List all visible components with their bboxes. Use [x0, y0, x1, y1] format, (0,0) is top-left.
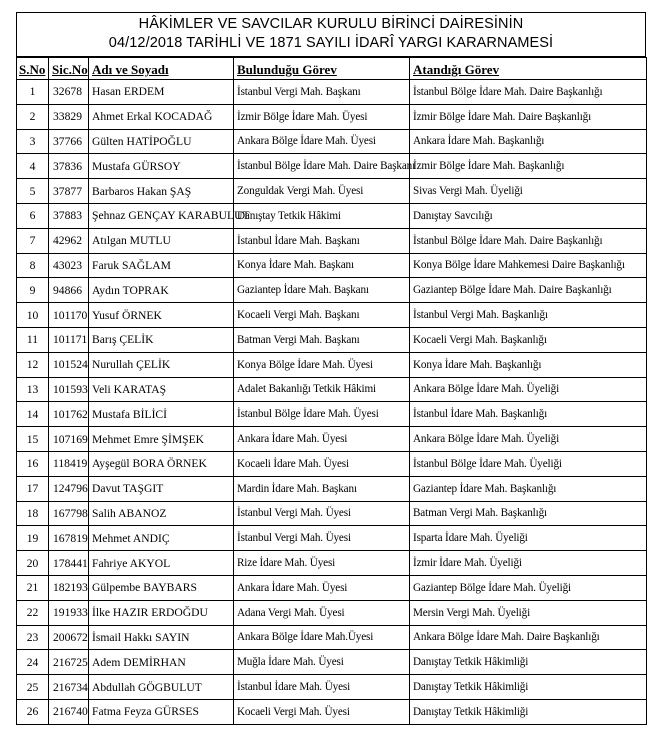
cell-sicno: 101762: [49, 402, 89, 427]
table-row: [17, 352, 647, 377]
column-header-current-post: Bulunduğu Görev: [234, 58, 410, 80]
table-row: [17, 699, 647, 724]
assignment-table: [16, 57, 647, 725]
cell-sno: 25: [17, 675, 49, 700]
cell-sno: 10: [17, 303, 49, 328]
column-header-sicno: Sic.No: [49, 58, 89, 80]
cell-name: Veli KARATAŞ: [89, 377, 234, 402]
table-row: [17, 427, 647, 452]
cell-sicno: 33829: [49, 104, 89, 129]
cell-sno: 20: [17, 551, 49, 576]
cell-current-post: İstanbul Bölge İdare Mah. Üyesi: [234, 402, 410, 427]
cell-name: İlke HAZIR ERDOĞDU: [89, 600, 234, 625]
cell-current-post: İstanbul İdare Mah. Başkanı: [234, 228, 410, 253]
cell-current-post: Zonguldak Vergi Mah. Üyesi: [234, 179, 410, 204]
cell-assigned-post: İstanbul Bölge İdare Mah. Daire Başkanlığı: [410, 80, 647, 105]
cell-assigned-post: Gaziantep İdare Mah. Başkanlığı: [410, 476, 647, 501]
cell-sno: 1: [17, 80, 49, 105]
cell-sno: 3: [17, 129, 49, 154]
table-row: [17, 80, 647, 105]
cell-sno: 11: [17, 327, 49, 352]
cell-name: Abdullah GÖGBULUT: [89, 675, 234, 700]
column-header-name: Adı ve Soyadı: [89, 58, 234, 80]
cell-current-post: İstanbul İdare Mah. Üyesi: [234, 675, 410, 700]
cell-name: Adem DEMİRHAN: [89, 650, 234, 675]
table-row: [17, 402, 647, 427]
cell-current-post: İzmir Bölge İdare Mah. Üyesi: [234, 104, 410, 129]
cell-assigned-post: İzmir Bölge İdare Mah. Başkanlığı: [410, 154, 647, 179]
cell-assigned-post: Batman Vergi Mah. Başkanlığı: [410, 501, 647, 526]
cell-name: Gülten HATİPOĞLU: [89, 129, 234, 154]
cell-sicno: 101170: [49, 303, 89, 328]
cell-name: Ahmet Erkal KOCADAĞ: [89, 104, 234, 129]
cell-assigned-post: İstanbul İdare Mah. Başkanlığı: [410, 402, 647, 427]
cell-current-post: Muğla İdare Mah. Üyesi: [234, 650, 410, 675]
cell-assigned-post: Gaziantep Bölge İdare Mah. Daire Başkanlığı: [410, 278, 647, 303]
cell-sno: 26: [17, 699, 49, 724]
cell-sicno: 118419: [49, 451, 89, 476]
cell-name: Hasan ERDEM: [89, 80, 234, 105]
cell-current-post: Mardin İdare Mah. Başkanı: [234, 476, 410, 501]
document-title-line-1: HÂKİMLER VE SAVCILAR KURULU BİRİNCİ DAİRESİNİN: [138, 16, 524, 32]
table-row: [17, 129, 647, 154]
cell-assigned-post: Isparta İdare Mah. Üyeliği: [410, 526, 647, 551]
column-header-sno: S.No: [17, 58, 49, 80]
table-row: [17, 377, 647, 402]
cell-assigned-post: Kocaeli Vergi Mah. Başkanlığı: [410, 327, 647, 352]
table-row: [17, 625, 647, 650]
cell-sicno: 37836: [49, 154, 89, 179]
cell-current-post: Ankara Bölge İdare Mah.Üyesi: [234, 625, 410, 650]
cell-name: Mustafa GÜRSOY: [89, 154, 234, 179]
table-row: [17, 179, 647, 204]
cell-current-post: Adalet Bakanlığı Tetkik Hâkimi: [234, 377, 410, 402]
cell-name: Davut TAŞGIT: [89, 476, 234, 501]
cell-current-post: Ankara İdare Mah. Üyesi: [234, 427, 410, 452]
cell-sicno: 32678: [49, 80, 89, 105]
cell-assigned-post: Ankara İdare Mah. Başkanlığı: [410, 129, 647, 154]
cell-assigned-post: Mersin Vergi Mah. Üyeliği: [410, 600, 647, 625]
cell-name: Barış ÇELİK: [89, 327, 234, 352]
table-row: [17, 600, 647, 625]
cell-assigned-post: Danıştay Tetkik Hâkimliği: [410, 675, 647, 700]
cell-current-post: İstanbul Vergi Mah. Üyesi: [234, 501, 410, 526]
cell-name: Mehmet Emre ŞİMŞEK: [89, 427, 234, 452]
cell-name: Gülpembe BAYBARS: [89, 575, 234, 600]
cell-sno: 19: [17, 526, 49, 551]
table-row: [17, 575, 647, 600]
cell-name: Faruk SAĞLAM: [89, 253, 234, 278]
cell-current-post: Rize İdare Mah. Üyesi: [234, 551, 410, 576]
cell-assigned-post: Gaziantep Bölge İdare Mah. Üyeliği: [410, 575, 647, 600]
cell-assigned-post: İstanbul Bölge İdare Mah. Daire Başkanlığı: [410, 228, 647, 253]
table-row: [17, 228, 647, 253]
table-row: [17, 476, 647, 501]
cell-sicno: 101171: [49, 327, 89, 352]
cell-sicno: 191933: [49, 600, 89, 625]
table-row: [17, 526, 647, 551]
cell-name: Salih ABANOZ: [89, 501, 234, 526]
cell-name: Yusuf ÖRNEK: [89, 303, 234, 328]
cell-assigned-post: Konya Bölge İdare Mahkemesi Daire Başkanlığı: [410, 253, 647, 278]
cell-sno: 22: [17, 600, 49, 625]
cell-sno: 13: [17, 377, 49, 402]
cell-name: Atılgan MUTLU: [89, 228, 234, 253]
cell-current-post: Kocaeli Vergi Mah. Başkanı: [234, 303, 410, 328]
cell-sicno: 107169: [49, 427, 89, 452]
cell-sno: 21: [17, 575, 49, 600]
cell-sicno: 124796: [49, 476, 89, 501]
cell-sno: 2: [17, 104, 49, 129]
cell-assigned-post: İzmir İdare Mah. Üyeliği: [410, 551, 647, 576]
cell-current-post: Gaziantep İdare Mah. Başkanı: [234, 278, 410, 303]
cell-sicno: 167819: [49, 526, 89, 551]
table-row: [17, 650, 647, 675]
cell-sicno: 101593: [49, 377, 89, 402]
cell-current-post: Kocaeli İdare Mah. Üyesi: [234, 451, 410, 476]
table-row: [17, 303, 647, 328]
cell-assigned-post: Konya İdare Mah. Başkanlığı: [410, 352, 647, 377]
cell-name: Fatma Feyza GÜRSES: [89, 699, 234, 724]
cell-current-post: Ankara İdare Mah. Üyesi: [234, 575, 410, 600]
cell-sno: 23: [17, 625, 49, 650]
cell-sno: 5: [17, 179, 49, 204]
cell-sicno: 178441: [49, 551, 89, 576]
cell-name: Fahriye AKYOL: [89, 551, 234, 576]
cell-assigned-post: İzmir Bölge İdare Mah. Daire Başkanlığı: [410, 104, 647, 129]
table-row: [17, 551, 647, 576]
cell-current-post: Batman Vergi Mah. Başkanı: [234, 327, 410, 352]
table-row: [17, 104, 647, 129]
cell-assigned-post: Danıştay Tetkik Hâkimliği: [410, 650, 647, 675]
cell-sno: 14: [17, 402, 49, 427]
cell-current-post: İstanbul Bölge İdare Mah. Daire Başkanı: [234, 154, 410, 179]
cell-assigned-post: Ankara Bölge İdare Mah. Üyeliği: [410, 427, 647, 452]
table-body: [17, 80, 647, 725]
cell-sno: 24: [17, 650, 49, 675]
cell-sicno: 200672: [49, 625, 89, 650]
cell-assigned-post: Ankara Bölge İdare Mah. Daire Başkanlığı: [410, 625, 647, 650]
table-row: [17, 154, 647, 179]
cell-current-post: Konya İdare Mah. Başkanı: [234, 253, 410, 278]
cell-current-post: İstanbul Vergi Mah. Başkanı: [234, 80, 410, 105]
cell-sicno: 216740: [49, 699, 89, 724]
document-title-box: [16, 12, 646, 57]
cell-current-post: Ankara Bölge İdare Mah. Üyesi: [234, 129, 410, 154]
cell-sno: 12: [17, 352, 49, 377]
table-row: [17, 203, 647, 228]
cell-sno: 8: [17, 253, 49, 278]
cell-sicno: 37766: [49, 129, 89, 154]
cell-sicno: 216725: [49, 650, 89, 675]
cell-sicno: 216734: [49, 675, 89, 700]
cell-current-post: İstanbul Vergi Mah. Üyesi: [234, 526, 410, 551]
cell-assigned-post: Sivas Vergi Mah. Üyeliği: [410, 179, 647, 204]
cell-sno: 17: [17, 476, 49, 501]
table-header-row: [17, 58, 647, 80]
cell-sicno: 37883: [49, 203, 89, 228]
cell-sicno: 42962: [49, 228, 89, 253]
cell-assigned-post: Danıştay Tetkik Hâkimliği: [410, 699, 647, 724]
cell-sicno: 43023: [49, 253, 89, 278]
cell-sicno: 101524: [49, 352, 89, 377]
cell-sicno: 94866: [49, 278, 89, 303]
table-row: [17, 253, 647, 278]
document-title-line-2: 04/12/2018 TARİHLİ VE 1871 SAYILI İDARÎ YARGI KARARNAMESİ: [108, 35, 554, 51]
cell-name: Ayşegül BORA ÖRNEK: [89, 451, 234, 476]
cell-sno: 15: [17, 427, 49, 452]
cell-current-post: Konya Bölge İdare Mah. Üyesi: [234, 352, 410, 377]
table-row: [17, 278, 647, 303]
cell-sno: 16: [17, 451, 49, 476]
cell-name: Aydın TOPRAK: [89, 278, 234, 303]
cell-assigned-post: İstanbul Bölge İdare Mah. Üyeliği: [410, 451, 647, 476]
cell-sno: 18: [17, 501, 49, 526]
cell-assigned-post: İstanbul Vergi Mah. Başkanlığı: [410, 303, 647, 328]
table-row: [17, 327, 647, 352]
cell-sno: 6: [17, 203, 49, 228]
cell-current-post: Danıştay Tetkik Hâkimi: [234, 203, 410, 228]
cell-sicno: 37877: [49, 179, 89, 204]
column-header-assigned-post: Atandığı Görev: [410, 58, 647, 80]
cell-sno: 4: [17, 154, 49, 179]
table-row: [17, 501, 647, 526]
table-row: [17, 675, 647, 700]
cell-sno: 9: [17, 278, 49, 303]
cell-sicno: 182193: [49, 575, 89, 600]
cell-assigned-post: Ankara Bölge İdare Mah. Üyeliği: [410, 377, 647, 402]
cell-sicno: 167798: [49, 501, 89, 526]
cell-name: İsmail Hakkı SAYIN: [89, 625, 234, 650]
cell-name: Barbaros Hakan ŞAŞ: [89, 179, 234, 204]
cell-name: Mehmet ANDIÇ: [89, 526, 234, 551]
cell-current-post: Kocaeli Vergi Mah. Üyesi: [234, 699, 410, 724]
cell-sno: 7: [17, 228, 49, 253]
cell-name: Mustafa BİLİCİ: [89, 402, 234, 427]
cell-name: Şehnaz GENÇAY KARABULUT: [89, 203, 234, 228]
table-row: [17, 451, 647, 476]
cell-name: Nurullah ÇELİK: [89, 352, 234, 377]
cell-assigned-post: Danıştay Savcılığı: [410, 203, 647, 228]
cell-current-post: Adana Vergi Mah. Üyesi: [234, 600, 410, 625]
